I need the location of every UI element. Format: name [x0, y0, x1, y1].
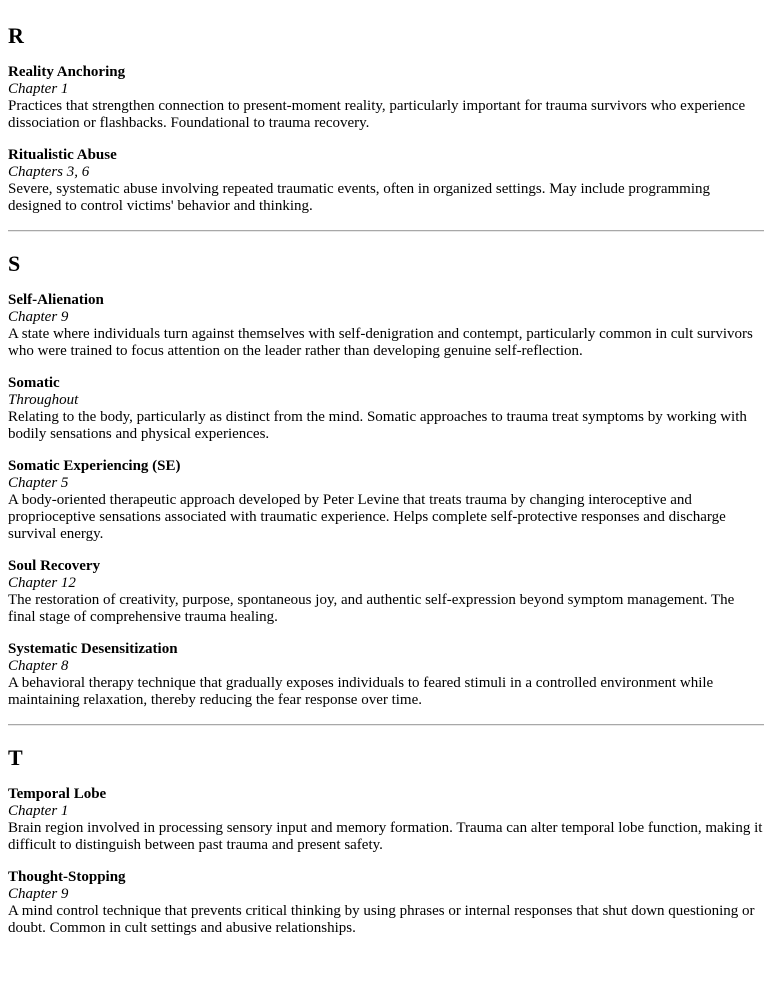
entry-term: Reality Anchoring	[8, 64, 126, 80]
glossary-section-s	[8, 232, 764, 726]
entry-term: Somatic	[8, 375, 60, 391]
glossary-section-t	[8, 726, 764, 937]
section-letter: S	[8, 251, 21, 276]
glossary-entry	[8, 292, 764, 360]
entry-chapter: Chapter 1	[8, 81, 69, 97]
glossary-entry	[8, 869, 764, 937]
section-letter: R	[8, 23, 24, 48]
entry-chapter: Chapter 9	[8, 886, 69, 902]
entry-definition: Severe, systematic abuse involving repeated traumatic events, often in organized settings. May include programming designed to control victims' behavior and thinking.	[8, 181, 711, 214]
entry-term: Systematic Desensitization	[8, 641, 178, 657]
entry-definition: Relating to the body, particularly as distinct from the mind. Somatic approaches to trauma treat symptoms by working with bodily sensations and physical experiences.	[8, 409, 747, 442]
entry-definition: A state where individuals turn against themselves with self-denigration and contempt, particularly common in cult survivors who were trained to focus attention on the leader rather than developing genuine self-reflection.	[8, 326, 753, 359]
entry-term: Temporal Lobe	[8, 786, 107, 802]
entry-term: Soul Recovery	[8, 558, 101, 574]
entry-chapter: Throughout	[8, 392, 79, 408]
entry-chapter: Chapter 5	[8, 475, 69, 491]
glossary-entry	[8, 147, 764, 215]
entry-chapter: Chapters 3, 6	[8, 164, 90, 180]
glossary-entry	[8, 641, 764, 709]
glossary-entry	[8, 458, 764, 543]
entry-definition: A behavioral therapy technique that gradually exposes individuals to feared stimuli in a controlled environment while maintaining relaxation, thereby reducing the fear response over time.	[8, 675, 714, 708]
entry-list	[8, 292, 764, 709]
entry-term: Somatic Experiencing (SE)	[8, 458, 181, 474]
entry-definition: Brain region involved in processing sensory input and memory formation. Trauma can alter temporal lobe function, making it difficult to distinguish between past trauma and present safety.	[8, 820, 763, 853]
entry-chapter: Chapter 8	[8, 658, 69, 674]
glossary-entry	[8, 375, 764, 443]
glossary-entry	[8, 786, 764, 854]
entry-term: Self-Alienation	[8, 292, 104, 308]
section-letter: T	[8, 745, 23, 770]
entry-chapter: Chapter 1	[8, 803, 69, 819]
glossary-section-r	[8, 0, 764, 232]
glossary-entry	[8, 558, 764, 626]
entry-chapter: Chapter 9	[8, 309, 69, 325]
entry-list	[8, 786, 764, 937]
entry-chapter: Chapter 12	[8, 575, 76, 591]
entry-definition: Practices that strengthen connection to present-moment reality, particularly important for trauma survivors who experience dissociation or flashbacks. Foundational to trauma recovery.	[8, 98, 746, 131]
entry-term: Thought-Stopping	[8, 869, 126, 885]
glossary-entry	[8, 64, 764, 132]
entry-definition: A body-oriented therapeutic approach developed by Peter Levine that treats trauma by changing interoceptive and proprioceptive sensations associated with traumatic experience. Helps complete self-protective responses and discharge survival energy.	[8, 492, 726, 542]
entry-definition: The restoration of creativity, purpose, spontaneous joy, and authentic self-expression beyond symptom management. The final stage of comprehensive trauma healing.	[8, 592, 735, 625]
entry-list	[8, 64, 764, 215]
entry-definition: A mind control technique that prevents critical thinking by using phrases or internal responses that shut down questioning or doubt. Common in cult settings and abusive relationships.	[8, 903, 755, 936]
entry-term: Ritualistic Abuse	[8, 147, 117, 163]
